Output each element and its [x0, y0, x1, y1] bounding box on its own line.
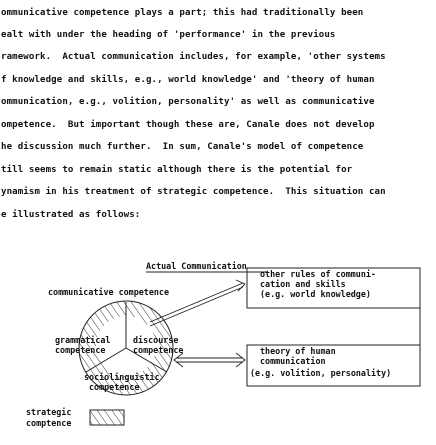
- paragraph-line: ommunicative competence plays a part; this had traditionally been: [1, 8, 364, 18]
- sociolinguistic-label: sociolinguistic: [84, 372, 160, 382]
- grammatical-label: grammatical: [55, 335, 111, 345]
- discourse-label: discourse: [133, 335, 179, 345]
- paragraph-line: ynamism in his treatment of strategic competence. This situation can: [1, 187, 386, 197]
- paragraph-line: ommunication, e.g., volition, personality' as well as communicative: [1, 97, 375, 107]
- legend-label-2: comptence: [26, 418, 72, 428]
- box1-line: (e.g. world knowledge): [260, 289, 371, 299]
- sociolinguistic-label-2: competence: [89, 382, 140, 392]
- paragraph-line: e illustrated as follows:: [1, 210, 141, 220]
- legend-hatch-swatch: [90, 410, 124, 425]
- box1-line: cation and skills: [260, 279, 346, 289]
- paragraph-line: ramework. Actual communication includes, for example, 'other systems: [1, 52, 386, 62]
- paragraph-line: till seems to remain static although there is the potential for: [1, 165, 353, 175]
- diagram-title: Actual Communication: [146, 261, 247, 271]
- paragraph-line: ompetence. But important though these are, Canale does not develop: [1, 120, 375, 130]
- grammatical-label-2: competence: [55, 345, 106, 355]
- legend-label: strategic: [26, 407, 72, 417]
- box2-line: communication: [260, 356, 326, 366]
- box2-line: theory of human: [260, 346, 336, 356]
- box1-line: other rules of communi-: [260, 269, 376, 279]
- communicative-competence-label: communicative competence: [48, 287, 170, 297]
- box2-line: (e.g. volition, personality): [250, 368, 392, 378]
- paragraph-line: he discussion much further. In sum, Canale's model of competence: [1, 142, 364, 152]
- paragraph-line: f knowledge and skills, e.g., world knowledge' and 'theory of human: [1, 75, 375, 85]
- paragraph-line: ealt with under the heading of 'performance' in the previous: [1, 30, 336, 40]
- discourse-label-2: competence: [133, 345, 184, 355]
